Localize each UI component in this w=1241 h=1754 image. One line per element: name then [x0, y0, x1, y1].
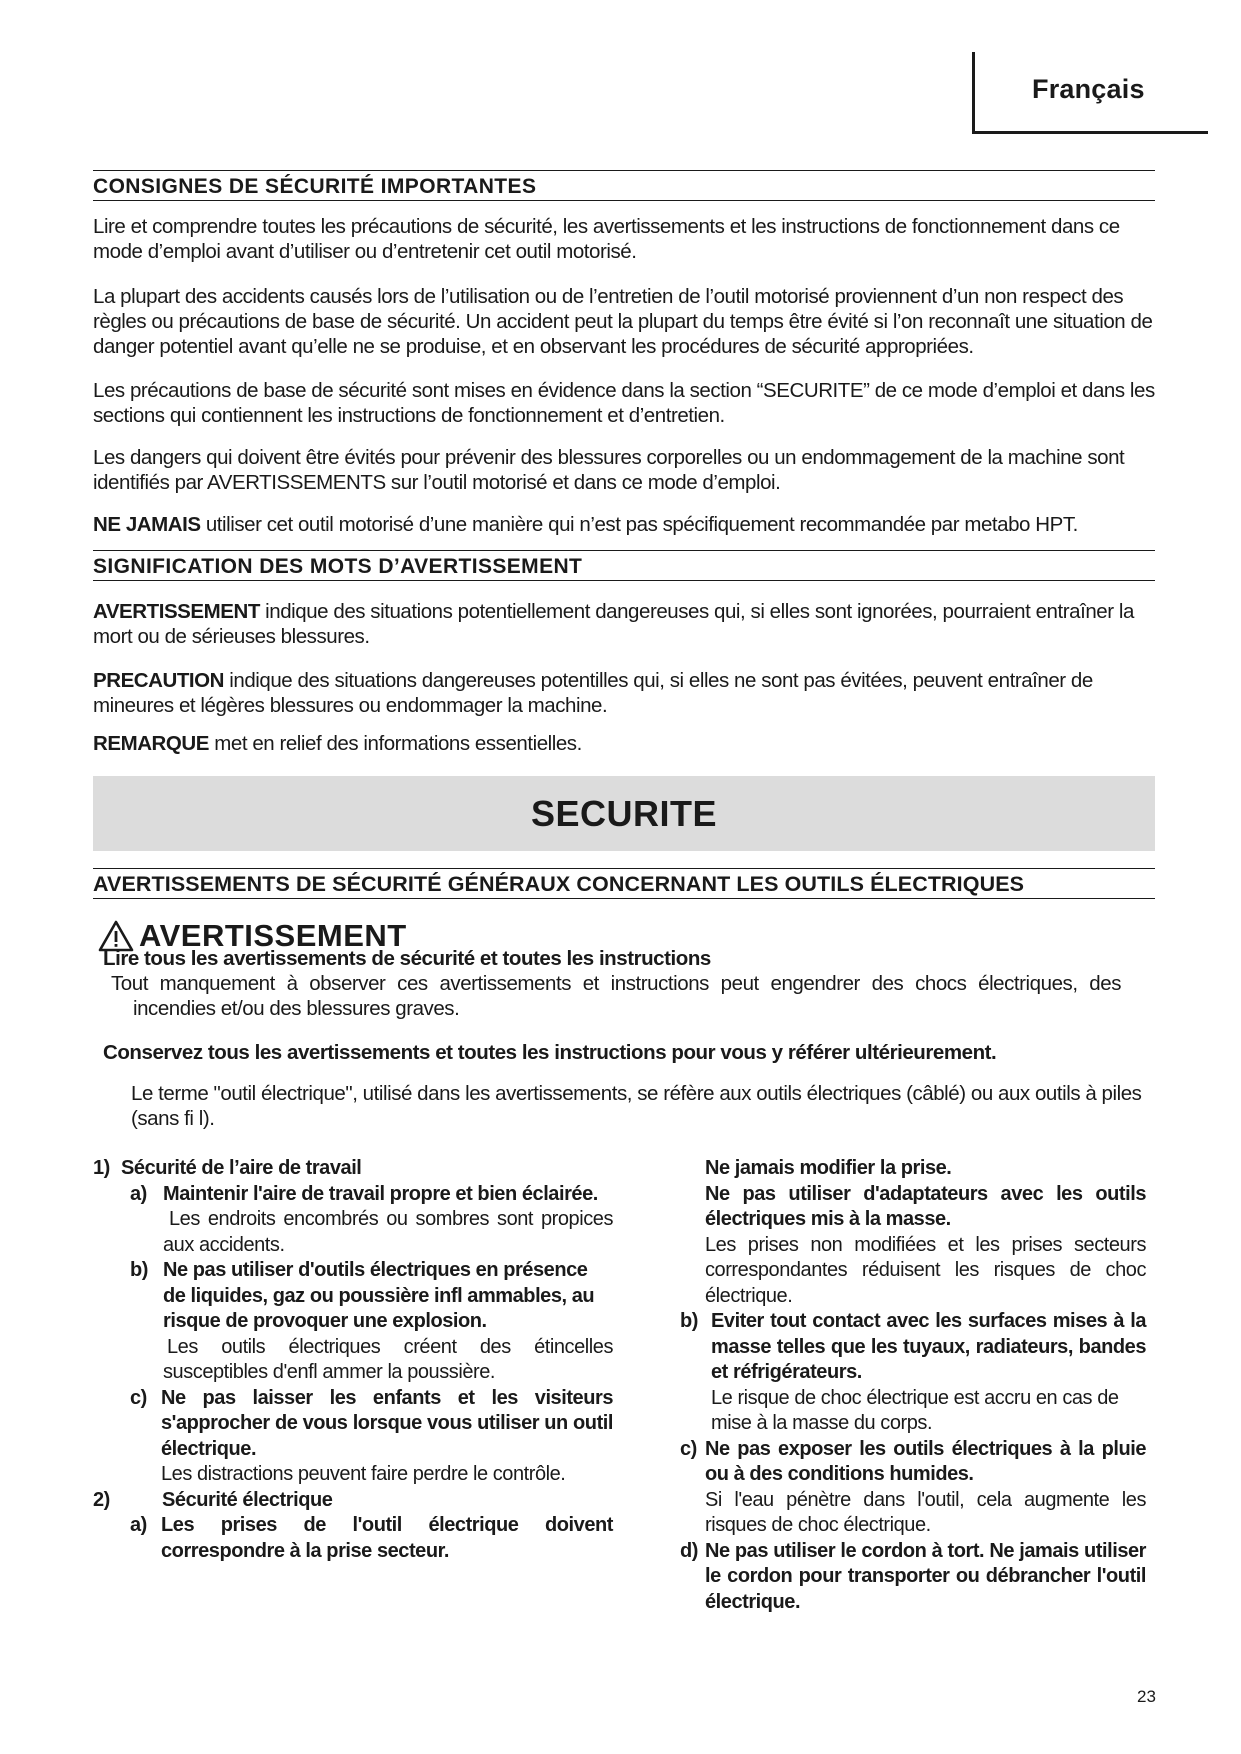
never-lead: NE JAMAIS [93, 513, 201, 536]
note-definition: met en relief des informations essentielles. [209, 732, 582, 755]
item-title: Ne pas utiliser le cordon à tort. Ne jamais utiliser le cordon pour transporter ou débrancher l'outil électrique. [705, 1539, 1146, 1613]
unmodified-plugs-text: Les prises non modifiées et les prises secteurs correspondantes réduisent les risques de choc électrique. [705, 1233, 1146, 1307]
language-label: Français [1032, 74, 1145, 104]
page-number: 23 [1137, 1687, 1156, 1706]
subsection-work-area [93, 1156, 613, 1182]
item-text: Les endroits encombrés ou sombres sont propices aux accidents. [163, 1208, 613, 1256]
definition-caution [93, 668, 1155, 718]
item-title: Les prises de l'outil électrique doivent correspondre à la prise secteur. [161, 1514, 613, 1562]
item-text: Les distractions peuvent faire perdre le contrôle. [161, 1463, 566, 1485]
section-title-important-safety: CONSIGNES DE SÉCURITÉ IMPORTANTES [93, 170, 1155, 201]
read-all-heading: Lire tous les avertissements de sécurité et toutes les instructions [103, 947, 711, 970]
item-title: Ne pas laisser les enfants et les visiteurs s'approcher de vous lorsque vous utiliser un outil électrique. [161, 1386, 613, 1460]
subsection-title: Sécurité de l’aire de travail [121, 1157, 362, 1179]
list-item-a [93, 1182, 613, 1259]
item-label: b) [680, 1310, 698, 1332]
section-title-general-warnings: AVERTISSEMENTS DE SÉCURITÉ GÉNÉRAUX CONCERNANT LES OUTILS ÉLECTRIQUES [93, 868, 1155, 899]
paragraph-accidents: La plupart des accidents causés lors de l’utilisation ou de l’entretien de l’outil motorisé proviennent d’un non respect des règles ou précautions de base de sécurité. Un accident peut la plupart du temps être évité si l’on reconnaît une situation de danger potentiel avant qu’elle ne se produise, et en observant les procédures de sécurité appropriées. [93, 285, 1153, 358]
never-text: utiliser cet outil motorisé d’une manière qui n’est pas spécifiquement recommandée par metabo HPT. [200, 513, 1078, 536]
note-term: REMARQUE [93, 732, 209, 755]
item-label: d) [680, 1539, 698, 1562]
securite-title: SECURITE [530, 792, 718, 834]
warning-term: AVERTISSEMENT [93, 600, 260, 623]
no-modify-plug: Ne jamais modifier la prise. [705, 1157, 952, 1179]
list-item-b [93, 1258, 613, 1386]
list-item-b-right [680, 1309, 1146, 1437]
list-item-a2 [93, 1513, 613, 1564]
item-title: Ne pas utiliser d'outils électriques en présence de liquides, gaz ou poussière infl ammables, au risque de provoquer une explosion. [163, 1259, 595, 1332]
list-item-d-right [680, 1539, 1146, 1616]
subsection-title: Sécurité électrique [162, 1488, 333, 1511]
caution-term: PRECAUTION [93, 669, 225, 692]
power-tool-term-definition: Le terme "outil électrique", utilisé dans les avertissements, se réfère aux outils électriques (câblé) ou aux outils à piles (sans fi l). [131, 1082, 1142, 1130]
read-all-text: Tout manquement à observer ces avertissements et instructions peut engendrer des chocs électriques, des incendies et/ou des blessures graves. [111, 972, 1121, 1020]
item-title: Maintenir l'aire de travail propre et bien éclairée. [163, 1182, 598, 1205]
item-label: a) [130, 1182, 147, 1205]
warning-definition: indique des situations potentiellement dangereuses qui, si elles sont ignorées, pourraient entraîner la mort ou de sérieuses blessures. [93, 600, 1134, 648]
paragraph-dangers: Les dangers qui doivent être évités pour prévenir des blessures corporelles ou un endommagement de la machine sont identifiés par AVERTISSEMENTS sur l’outil motorisé et dans ce mode d’emploi. [93, 446, 1125, 494]
paragraph-basic-precautions: Les précautions de base de sécurité sont mises en évidence dans la section “SECURITE” de ce mode d’emploi et dans les sections qui contiennent les instructions de fonctionnement et d’entretien. [93, 379, 1155, 427]
item-text: Les outils électriques créent des étincelles susceptibles d'enfl ammer la poussière. [163, 1335, 613, 1383]
definition-note [93, 731, 1155, 756]
paragraph-read-understand: Lire et comprendre toutes les précautions de sécurité, les avertissements et les instructions de fonctionnement dans ce mode d’emploi avant d’utiliser ou d’entretenir cet outil motorisé. [93, 215, 1120, 263]
item-title: Eviter tout contact avec les surfaces mises à la masse telles que les tuyaux, radiateurs, bandes et réfrigérateurs. [711, 1310, 1146, 1383]
item-label: c) [680, 1437, 697, 1460]
item-text: Le risque de choc électrique est accru en cas de mise à la masse du corps. [711, 1386, 1119, 1434]
subsection-number: 2) [93, 1488, 110, 1511]
plug-continuation [680, 1156, 1146, 1309]
definition-warning [93, 599, 1155, 649]
keep-all-instructions: Conservez tous les avertissements et toutes les instructions pour vous y référer ultérieurement. [103, 1041, 997, 1064]
item-title: Ne pas exposer les outils électriques à la pluie ou à des conditions humides. [705, 1437, 1146, 1485]
warning-heading-text: AVERTISSEMENT [139, 918, 407, 953]
right-column [680, 1156, 1146, 1615]
section-title-signal-words: SIGNIFICATION DES MOTS D’AVERTISSEMENT [93, 550, 1155, 581]
item-text: Si l'eau pénètre dans l'outil, cela augmente les risques de choc électrique. [705, 1488, 1146, 1536]
no-adapter: Ne pas utiliser d'adaptateurs avec les outils électriques mis à la masse. [705, 1182, 1146, 1230]
subsection-number: 1) [93, 1157, 110, 1179]
item-label: a) [130, 1514, 147, 1536]
list-item-c-right [680, 1437, 1146, 1539]
caution-definition: indique des situations dangereuses potentilles qui, si elles ne sont pas évitées, peuvent entraîner de mineures et légères blessures ou endommager la machine. [93, 669, 1093, 717]
paragraph-never [93, 512, 1155, 537]
left-column [93, 1156, 613, 1564]
list-item-c [93, 1386, 613, 1488]
securite-banner [93, 776, 1155, 851]
subsection-electrical [93, 1488, 613, 1514]
item-label: b) [130, 1259, 148, 1281]
item-label: c) [130, 1386, 147, 1409]
